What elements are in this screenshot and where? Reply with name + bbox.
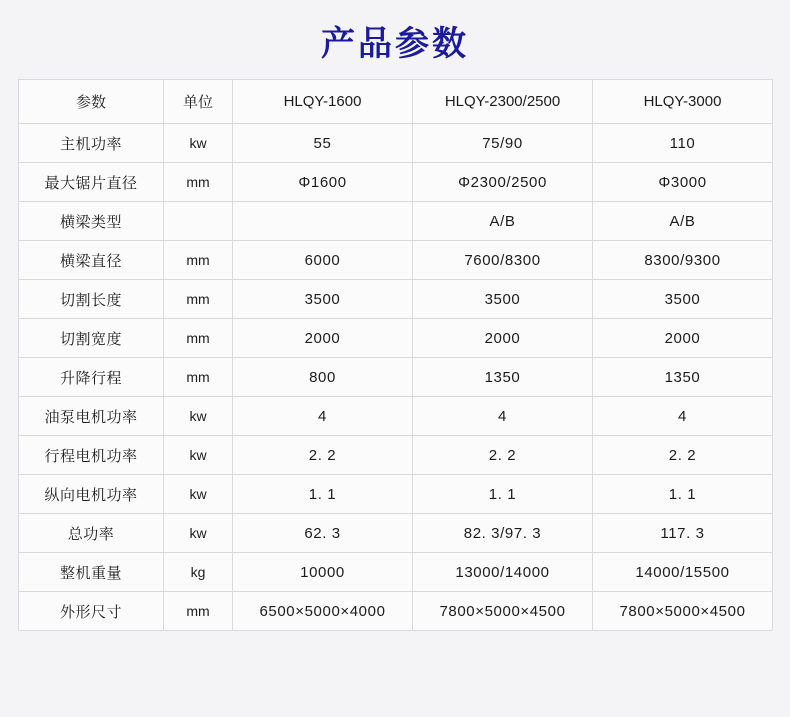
row-value-2300-2500: 2000 — [413, 319, 593, 358]
row-label: 主机功率 — [19, 124, 164, 163]
row-value-3000: 8300/9300 — [593, 241, 773, 280]
row-value-2300-2500: 7800×5000×4500 — [413, 592, 593, 631]
row-label: 行程电机功率 — [19, 436, 164, 475]
row-unit: mm — [164, 592, 233, 631]
table-row — [19, 436, 773, 475]
row-value-1600: 2. 2 — [233, 436, 413, 475]
row-value-1600: 1. 1 — [233, 475, 413, 514]
table-row — [19, 553, 773, 592]
row-value-1600: 2000 — [233, 319, 413, 358]
column-header-model-2300-2500: HLQY-2300/2500 — [413, 80, 593, 124]
row-label: 横梁直径 — [19, 241, 164, 280]
row-unit: kg — [164, 553, 233, 592]
row-value-1600: 6500×5000×4000 — [233, 592, 413, 631]
row-label: 外形尺寸 — [19, 592, 164, 631]
row-value-2300-2500: 4 — [413, 397, 593, 436]
row-value-3000: A/B — [593, 202, 773, 241]
spec-table-header — [19, 80, 773, 124]
row-value-3000: 2. 2 — [593, 436, 773, 475]
row-value-2300-2500: 3500 — [413, 280, 593, 319]
row-unit: kw — [164, 475, 233, 514]
row-value-3000: Φ3000 — [593, 163, 773, 202]
table-row — [19, 202, 773, 241]
spec-table-container — [0, 79, 790, 631]
column-header-model-3000: HLQY-3000 — [593, 80, 773, 124]
row-label: 横梁类型 — [19, 202, 164, 241]
row-value-2300-2500: A/B — [413, 202, 593, 241]
row-value-3000: 1350 — [593, 358, 773, 397]
table-row — [19, 397, 773, 436]
bottom-spacer — [0, 631, 790, 671]
row-value-1600: 3500 — [233, 280, 413, 319]
row-unit: mm — [164, 319, 233, 358]
row-value-1600: 6000 — [233, 241, 413, 280]
row-value-2300-2500: 1350 — [413, 358, 593, 397]
row-unit: mm — [164, 241, 233, 280]
table-row — [19, 124, 773, 163]
row-value-2300-2500: 2. 2 — [413, 436, 593, 475]
row-value-3000: 4 — [593, 397, 773, 436]
row-value-3000: 110 — [593, 124, 773, 163]
column-header-parameter: 参数 — [19, 80, 164, 124]
row-unit: kw — [164, 397, 233, 436]
row-unit: kw — [164, 436, 233, 475]
row-value-3000: 7800×5000×4500 — [593, 592, 773, 631]
table-row — [19, 475, 773, 514]
row-label: 纵向电机功率 — [19, 475, 164, 514]
row-value-3000: 3500 — [593, 280, 773, 319]
row-value-1600 — [233, 202, 413, 241]
table-header-row — [19, 80, 773, 124]
row-label: 油泵电机功率 — [19, 397, 164, 436]
row-unit: kw — [164, 124, 233, 163]
row-value-1600: 10000 — [233, 553, 413, 592]
row-value-2300-2500: 13000/14000 — [413, 553, 593, 592]
row-value-2300-2500: Φ2300/2500 — [413, 163, 593, 202]
row-value-1600: 800 — [233, 358, 413, 397]
table-row — [19, 280, 773, 319]
row-unit: kw — [164, 514, 233, 553]
row-value-3000: 1. 1 — [593, 475, 773, 514]
row-unit: mm — [164, 163, 233, 202]
row-label: 整机重量 — [19, 553, 164, 592]
row-label: 切割宽度 — [19, 319, 164, 358]
table-row — [19, 241, 773, 280]
column-header-model-1600: HLQY-1600 — [233, 80, 413, 124]
table-row — [19, 163, 773, 202]
table-row — [19, 592, 773, 631]
row-unit — [164, 202, 233, 241]
spec-table — [18, 79, 773, 631]
table-row — [19, 514, 773, 553]
column-header-unit: 单位 — [164, 80, 233, 124]
row-value-1600: 62. 3 — [233, 514, 413, 553]
row-value-1600: 4 — [233, 397, 413, 436]
row-value-1600: 55 — [233, 124, 413, 163]
row-value-2300-2500: 82. 3/97. 3 — [413, 514, 593, 553]
row-label: 切割长度 — [19, 280, 164, 319]
row-value-2300-2500: 7600/8300 — [413, 241, 593, 280]
row-label: 总功率 — [19, 514, 164, 553]
row-value-3000: 2000 — [593, 319, 773, 358]
row-label: 最大锯片直径 — [19, 163, 164, 202]
spec-table-body — [19, 124, 773, 631]
row-value-2300-2500: 75/90 — [413, 124, 593, 163]
row-value-1600: Φ1600 — [233, 163, 413, 202]
row-value-2300-2500: 1. 1 — [413, 475, 593, 514]
row-unit: mm — [164, 358, 233, 397]
table-row — [19, 358, 773, 397]
row-value-3000: 14000/15500 — [593, 553, 773, 592]
table-row — [19, 319, 773, 358]
page-title: 产品参数 — [321, 25, 469, 63]
row-label: 升降行程 — [19, 358, 164, 397]
row-unit: mm — [164, 280, 233, 319]
row-value-3000: 117. 3 — [593, 514, 773, 553]
